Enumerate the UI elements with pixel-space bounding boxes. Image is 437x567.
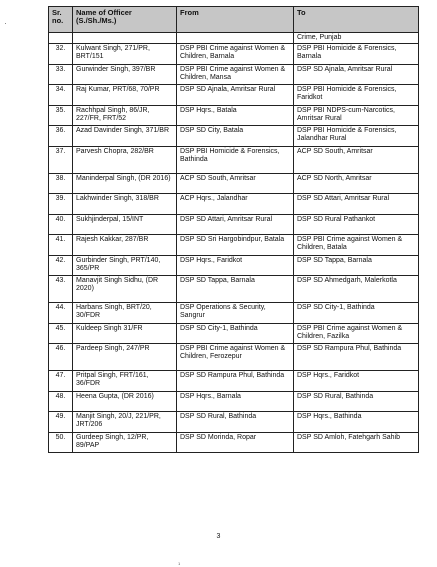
- cell-sr: 39.: [49, 194, 73, 215]
- cell-to: DSP PBI Homicide & Forensics, Jalandhar Rural: [294, 126, 419, 147]
- cell-to: DSP PBI NDPS-cum-Narcotics, Amritsar Rural: [294, 105, 419, 126]
- cell-from: DSP PBI Homicide & Forensics, Bathinda: [177, 146, 294, 173]
- cell-name: Manavjit Singh Sidhu, (DR 2020): [73, 276, 177, 303]
- cell-sr: 50.: [49, 432, 73, 453]
- cell-to: DSP PBI Homicide & Forensics, Faridkot: [294, 85, 419, 106]
- cell-to: DSP SD Rural, Bathinda: [294, 391, 419, 412]
- cell-name: Gurdeep Singh, 12/PR, 89/PAP: [73, 432, 177, 453]
- cell-name: Lakhwinder Singh, 318/BR: [73, 194, 177, 215]
- cell-name: Pritpal Singh, FRT/161, 36/FDR: [73, 371, 177, 392]
- cell-name: Rajesh Kakkar, 287/BR: [73, 235, 177, 256]
- cell-from: DSP SD Rampura Phul, Bathinda: [177, 371, 294, 392]
- cell-sr: 44.: [49, 303, 73, 324]
- cell-name: Raj Kumar, PRT/68, 70/PR: [73, 85, 177, 106]
- cell-from: DSP PBI Crime against Women & Children, Ferozepur: [177, 344, 294, 371]
- cell-from: DSP Operations & Security, Sangrur: [177, 303, 294, 324]
- continuation-row: [49, 33, 419, 44]
- cell-to: DSP SD Ahmedgarh, Malerkotla: [294, 276, 419, 303]
- cell-from: DSP SD City-1, Bathinda: [177, 323, 294, 344]
- cell-sr: 43.: [49, 276, 73, 303]
- table-row: [49, 255, 419, 276]
- cell-sr: 47.: [49, 371, 73, 392]
- cell-to: DSP PBI Crime against Women & Children, Fazilka: [294, 323, 419, 344]
- cell-name: Maninderpal Singh, (DR 2016): [73, 173, 177, 194]
- cell-to: DSP SD Amloh, Fatehgarh Sahib: [294, 432, 419, 453]
- cell-to: DSP Hqrs., Faridkot: [294, 371, 419, 392]
- cell-from: ACP Hqrs., Jalandhar: [177, 194, 294, 215]
- cell-from: DSP PBI Crime against Women & Children, Mansa: [177, 64, 294, 85]
- cell-sr: 41.: [49, 235, 73, 256]
- cell-name: [73, 33, 177, 44]
- cell-from: DSP SD Rural, Bathinda: [177, 412, 294, 433]
- cell-sr: 38.: [49, 173, 73, 194]
- cell-to: ACP SD North, Amritsar: [294, 173, 419, 194]
- table-row: [49, 276, 419, 303]
- cell-sr: 32.: [49, 44, 73, 65]
- cell-to: ACP SD South, Amritsar: [294, 146, 419, 173]
- cell-from: ACP SD South, Amritsar: [177, 173, 294, 194]
- table-row: [49, 432, 419, 453]
- cell-to: DSP PBI Crime against Women & Children, Batala: [294, 235, 419, 256]
- cell-from: [177, 33, 294, 44]
- cell-sr: 34.: [49, 85, 73, 106]
- cell-from: DSP Hqrs., Barnala: [177, 391, 294, 412]
- cell-name: Gurwinder Singh, 397/BR: [73, 64, 177, 85]
- cell-name: Rachhpal Singh, 86/JR, 227/FR, FRT/52: [73, 105, 177, 126]
- cell-name: Pardeep Singh, 247/PR: [73, 344, 177, 371]
- cell-sr: 49.: [49, 412, 73, 433]
- cell-sr: 35.: [49, 105, 73, 126]
- cell-from: DSP Hqrs., Faridkot: [177, 255, 294, 276]
- cell-sr: [49, 33, 73, 44]
- header-name: Name of Officer (S./Sh./Ms.): [73, 7, 177, 33]
- cell-to: DSP SD Ajnala, Amritsar Rural: [294, 64, 419, 85]
- cell-name: Heena Gupta, (DR 2016): [73, 391, 177, 412]
- cell-sr: 45.: [49, 323, 73, 344]
- table-row: [49, 44, 419, 65]
- cell-name: Harbans Singh, BRT/20, 30/FDR: [73, 303, 177, 324]
- table-row: [49, 146, 419, 173]
- cell-name: Sukhjinderpal, 15/INT: [73, 214, 177, 235]
- table-row: [49, 173, 419, 194]
- table-row: [49, 85, 419, 106]
- header-to: To: [294, 7, 419, 33]
- table-row: [49, 214, 419, 235]
- cell-name: Kuldeep Singh 31/FR: [73, 323, 177, 344]
- cell-sr: 37.: [49, 146, 73, 173]
- cell-from: DSP SD City, Batala: [177, 126, 294, 147]
- cell-to: DSP SD Tappa, Barnala: [294, 255, 419, 276]
- table-row: [49, 105, 419, 126]
- table-row: [49, 194, 419, 215]
- table-row: [49, 303, 419, 324]
- table-row: [49, 235, 419, 256]
- cell-name: Manjit Singh, 20/J, 221/PR, JRT/206: [73, 412, 177, 433]
- cell-to: DSP SD City-1, Bathinda: [294, 303, 419, 324]
- cell-from: DSP PBI Crime against Women & Children, Barnala: [177, 44, 294, 65]
- cell-from: DSP SD Sri Hargobindpur, Batala: [177, 235, 294, 256]
- cell-from: DSP SD Tappa, Barnala: [177, 276, 294, 303]
- cell-name: Parvesh Chopra, 282/BR: [73, 146, 177, 173]
- cell-to: DSP SD Attari, Amritsar Rural: [294, 194, 419, 215]
- cell-from: DSP SD Ajnala, Amritsar Rural: [177, 85, 294, 106]
- cell-sr: 48.: [49, 391, 73, 412]
- cell-to: DSP SD Rampura Phul, Bathinda: [294, 344, 419, 371]
- cell-sr: 33.: [49, 64, 73, 85]
- header-row: [49, 7, 419, 33]
- cell-name: Azad Davinder Singh, 371/BR: [73, 126, 177, 147]
- cell-to: Crime, Punjab: [294, 33, 419, 44]
- cell-sr: 36.: [49, 126, 73, 147]
- cell-to: DSP PBI Homicide & Forensics, Barnala: [294, 44, 419, 65]
- table-row: [49, 323, 419, 344]
- margin-mark: ·: [4, 18, 7, 28]
- transfer-table: [48, 6, 419, 453]
- header-sr: Sr. no.: [49, 7, 73, 33]
- table-row: [49, 371, 419, 392]
- page-number: 3: [216, 533, 221, 540]
- table-row: [49, 64, 419, 85]
- cell-to: DSP SD Rural Pathankot: [294, 214, 419, 235]
- cell-name: Gurbinder Singh, PRT/140, 365/PR: [73, 255, 177, 276]
- table-row: [49, 391, 419, 412]
- cell-from: DSP Hqrs., Batala: [177, 105, 294, 126]
- table-row: [49, 412, 419, 433]
- cell-sr: 46.: [49, 344, 73, 371]
- table-row: [49, 344, 419, 371]
- cell-from: DSP SD Morinda, Ropar: [177, 432, 294, 453]
- cell-to: DSP Hqrs., Bathinda: [294, 412, 419, 433]
- header-from: From: [177, 7, 294, 33]
- table-row: [49, 126, 419, 147]
- cell-from: DSP SD Attari, Amritsar Rural: [177, 214, 294, 235]
- cell-sr: 42.: [49, 255, 73, 276]
- footer-mark: 1: [178, 561, 181, 566]
- cell-sr: 40.: [49, 214, 73, 235]
- cell-name: Kulwant Singh, 271/PR, BRT/151: [73, 44, 177, 65]
